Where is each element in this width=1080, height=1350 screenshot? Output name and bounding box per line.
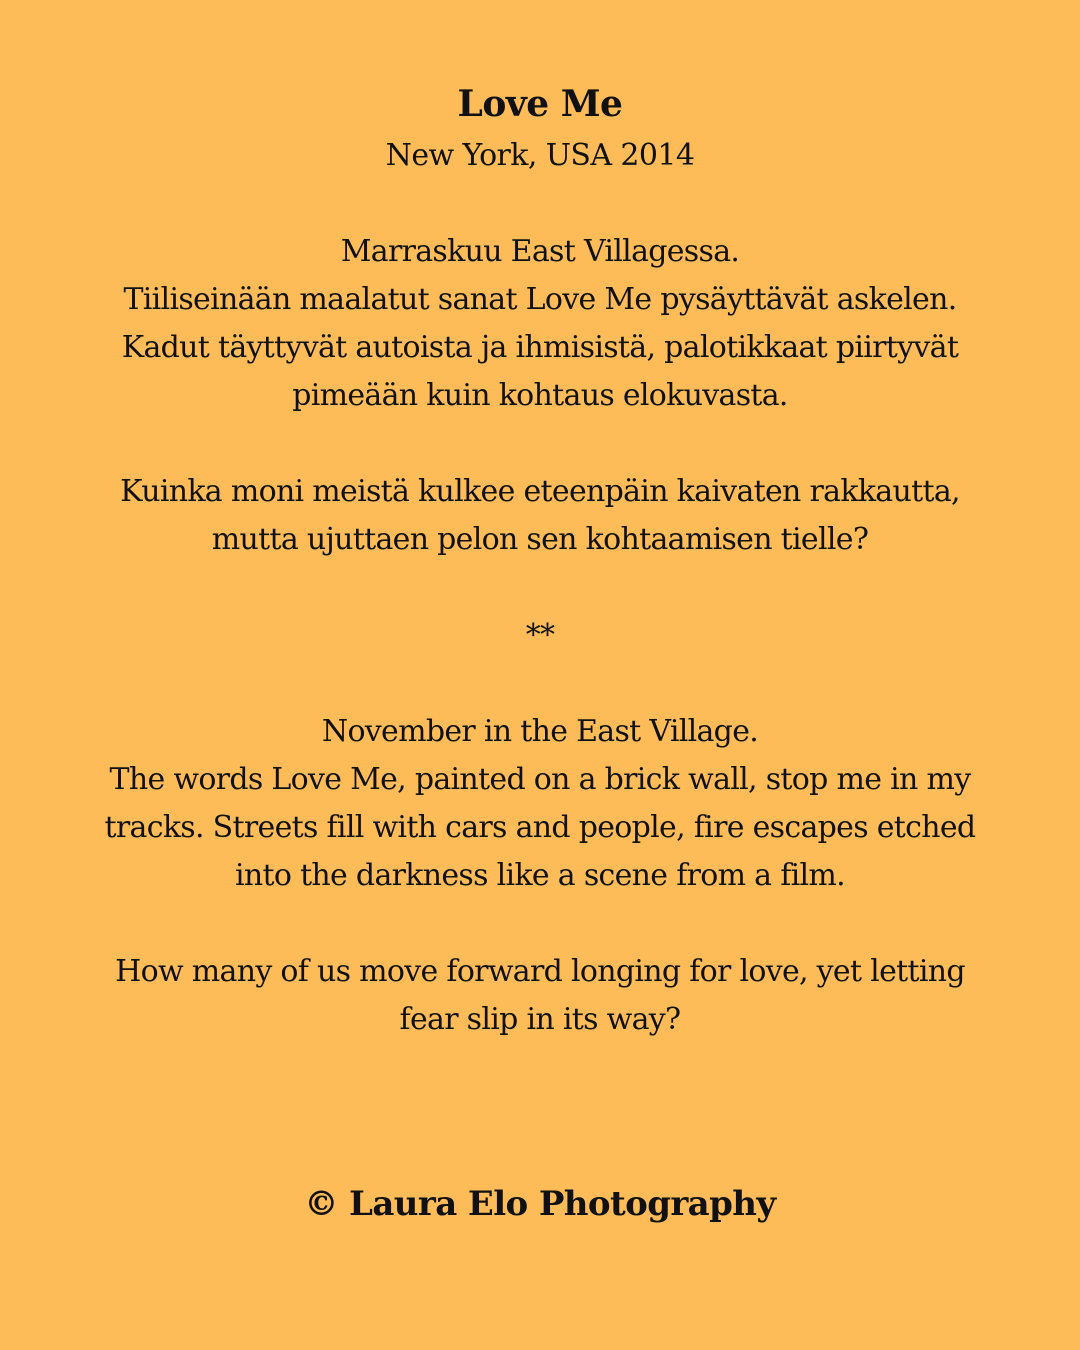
page-title: Love Me: [457, 83, 623, 125]
finnish-paragraph-1: [60, 228, 1020, 420]
finnish-paragraph-2: [60, 468, 1020, 564]
text-line: The words Love Me, painted on a brick wall, stop me in my: [109, 762, 971, 797]
location-year: New York, USA 2014: [385, 138, 695, 173]
text-line: Marraskuu East Villagessa.: [340, 234, 740, 269]
section-separator: **: [525, 618, 555, 653]
english-paragraph-1: [60, 708, 1020, 900]
text-line: into the darkness like a scene from a film.: [235, 858, 845, 893]
text-line: pimeään kuin kohtaus elokuvasta.: [292, 378, 788, 413]
text-line: mutta ujuttaen pelon sen kohtaamisen tielle?: [211, 522, 869, 557]
english-paragraph-2: [60, 948, 1020, 1044]
text-line: Kuinka moni meistä kulkee eteenpäin kaivaten rakkautta,: [120, 474, 960, 509]
text-line: Kadut täyttyvät autoista ja ihmisistä, palotikkaat piirtyvät: [121, 330, 959, 365]
text-line: November in the East Village.: [321, 714, 759, 749]
copyright-credit: © Laura Elo Photography: [304, 1184, 776, 1224]
text-line: How many of us move forward longing for love, yet letting: [115, 954, 965, 989]
text-line: Tiiliseinään maalatut sanat Love Me pysäyttävät askelen.: [123, 282, 957, 317]
text-line: fear slip in its way?: [399, 1002, 681, 1037]
text-line: tracks. Streets fill with cars and people, fire escapes etched: [104, 810, 976, 845]
